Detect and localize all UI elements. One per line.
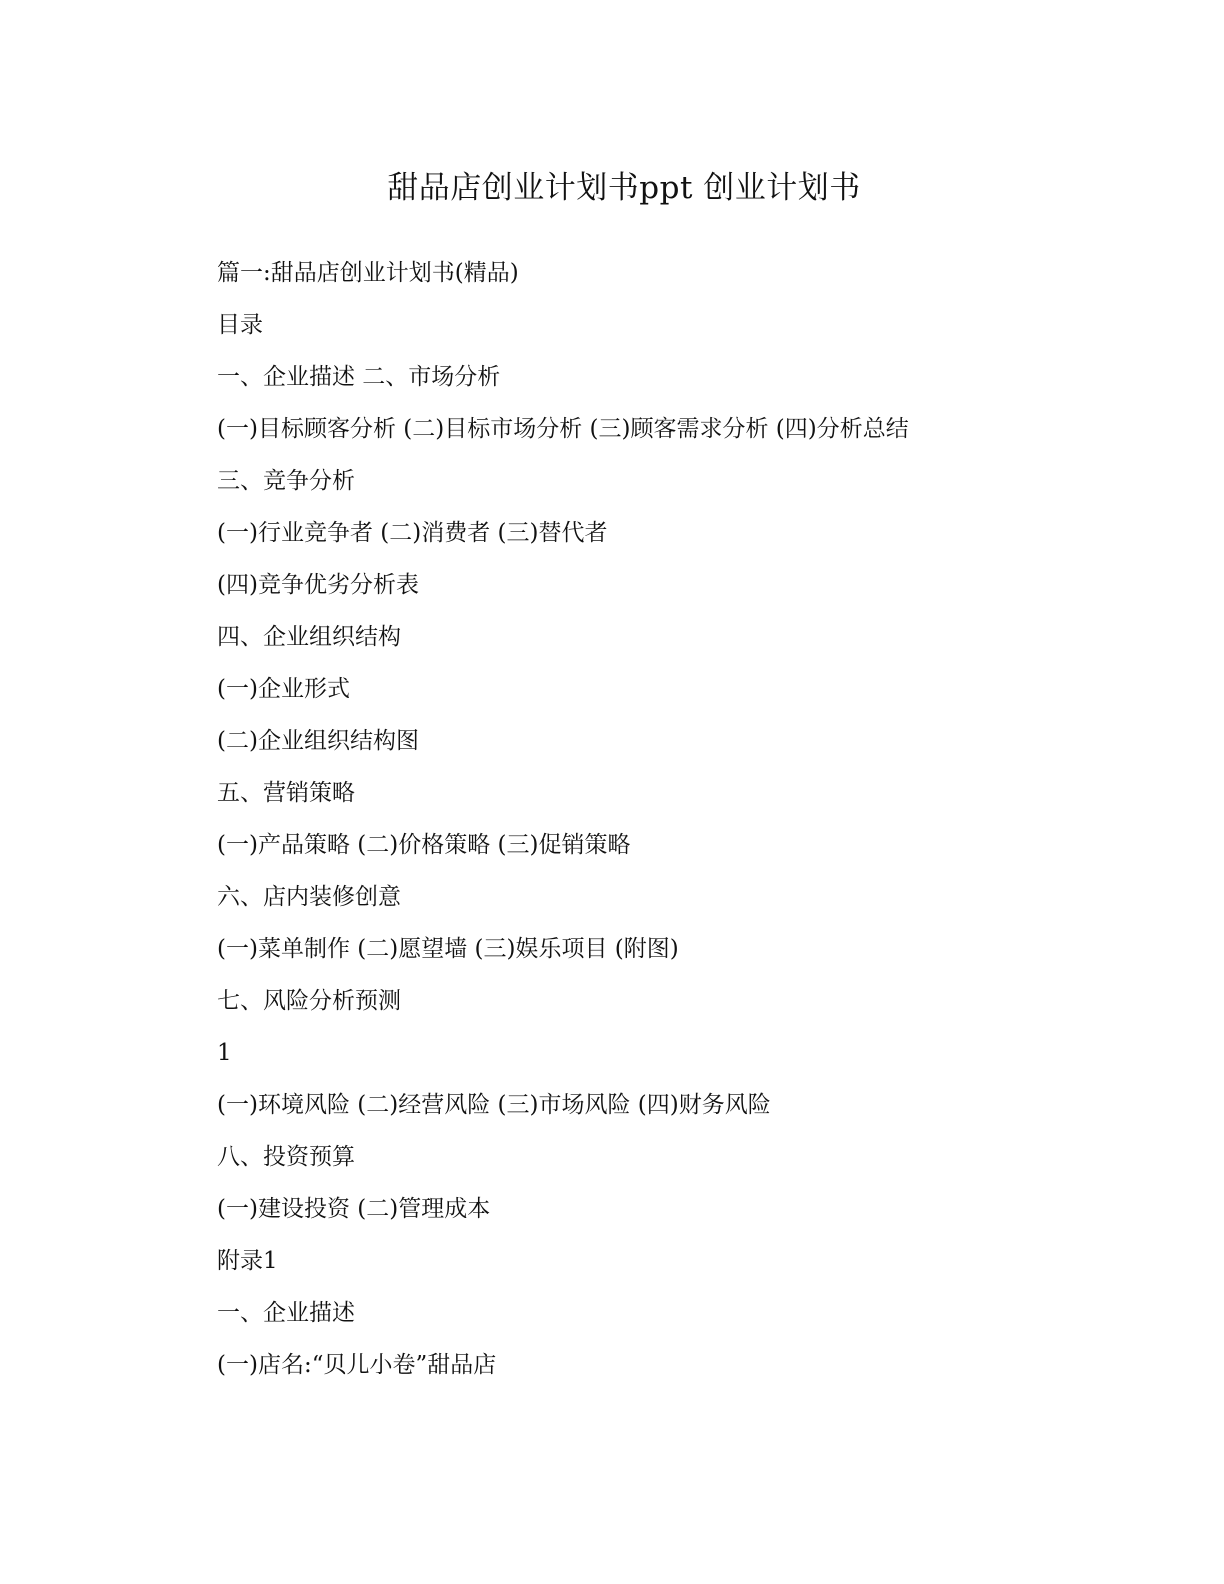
body-line: (一)企业形式 (217, 676, 350, 702)
page-number: 1 (217, 1040, 232, 1066)
body-line-toc-heading: 目录 (217, 312, 263, 338)
body-line: 一、企业描述 (217, 1300, 355, 1326)
body-line: (一)产品策略 (二)价格策略 (三)促销策略 (217, 832, 631, 858)
body-line: (一)店名:“贝儿小卷”甜品店 (217, 1352, 497, 1378)
body-line: 五、营销策略 (217, 780, 355, 806)
body-line: 一、企业描述 二、市场分析 (217, 364, 501, 390)
body-line: 三、竞争分析 (217, 468, 355, 494)
body-line: (四)竞争优劣分析表 (217, 572, 419, 598)
body-line: 七、风险分析预测 (217, 988, 401, 1014)
document-body (217, 254, 1117, 1398)
document-title: 甜品店创业计划书ppt 创业计划书 (387, 170, 861, 206)
body-line: 六、店内装修创意 (217, 884, 401, 910)
body-line: 八、投资预算 (217, 1144, 355, 1170)
body-line: (二)企业组织结构图 (217, 728, 419, 754)
body-line: (一)建设投资 (二)管理成本 (217, 1196, 491, 1222)
body-line: (一)环境风险 (二)经营风险 (三)市场风险 (四)财务风险 (217, 1092, 771, 1118)
body-line: (一)菜单制作 (二)愿望墙 (三)娱乐项目 (附图) (217, 936, 679, 962)
body-line: 四、企业组织结构 (217, 624, 401, 650)
body-line: (一)行业竞争者 (二)消费者 (三)替代者 (217, 520, 608, 546)
body-line-appendix: 附录1 (217, 1248, 278, 1274)
body-line-section-heading: 篇一:甜品店创业计划书(精品) (217, 260, 519, 286)
body-line: (一)目标顾客分析 (二)目标市场分析 (三)顾客需求分析 (四)分析总结 (217, 416, 909, 442)
